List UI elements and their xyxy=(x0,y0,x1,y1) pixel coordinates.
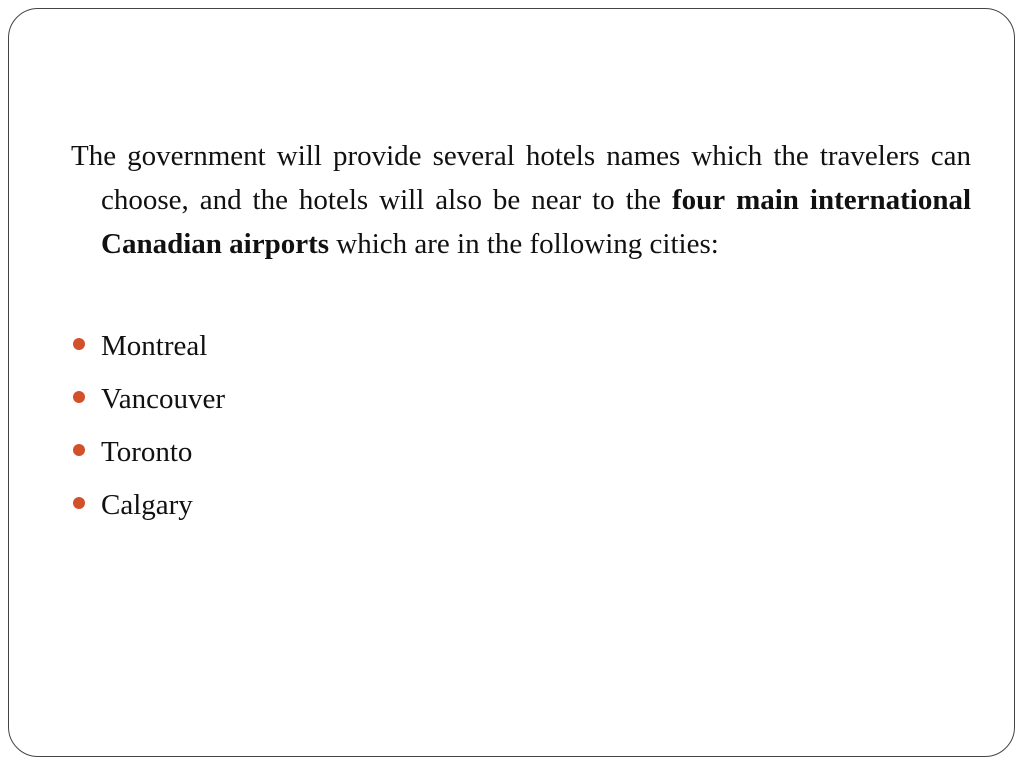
dot-bullet-icon xyxy=(73,444,85,456)
slide-frame xyxy=(8,8,1015,757)
city-label: Calgary xyxy=(101,489,193,521)
city-label: Montreal xyxy=(101,330,208,362)
city-item-toronto xyxy=(71,426,971,479)
city-label: Toronto xyxy=(101,436,193,468)
city-label: Vancouver xyxy=(101,383,226,415)
intro-paragraph xyxy=(71,134,971,266)
intro-text-end: which are in the following cities: xyxy=(329,228,719,260)
city-item-vancouver xyxy=(71,373,971,426)
city-item-montreal xyxy=(71,320,971,373)
city-item-calgary xyxy=(71,479,971,532)
dot-bullet-icon xyxy=(73,391,85,403)
intro-bold-four: four xyxy=(671,184,726,216)
intro-bold-airports: main international Canadian airports xyxy=(101,184,972,260)
slide-content xyxy=(71,134,971,532)
intro-text-start: The government will provide several hotels names which the travelers can choose, and the hotels will also be near to the xyxy=(71,140,971,216)
dot-bullet-icon xyxy=(73,338,85,350)
city-list xyxy=(71,320,971,532)
intro-text-space xyxy=(725,184,736,216)
dot-bullet-icon xyxy=(73,497,85,509)
